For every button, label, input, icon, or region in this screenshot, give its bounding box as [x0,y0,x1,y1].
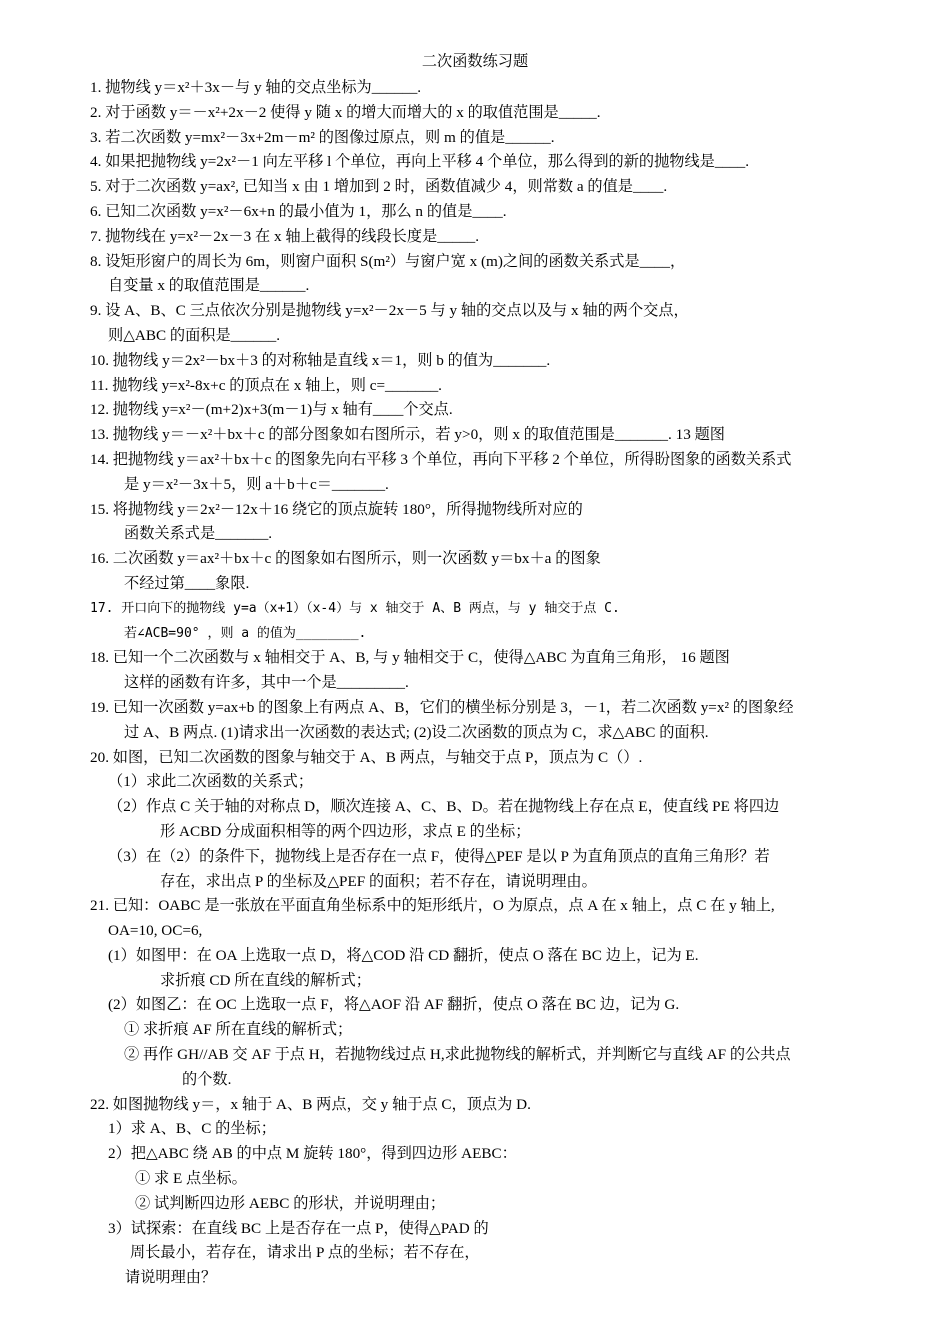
text-line: 则△ABC 的面积是______. [108,326,281,344]
document-title: 二次函数练习题 [421,53,529,70]
text-line: 2）把△ABC 绕 AB 的中点 M 旋转 180°，得到四边形 AEBC： [108,1145,517,1163]
text-line: 自变量 x 的取值范围是______. [108,277,310,295]
text-line: 17. 开口向下的抛物线 y=a（x+1）（x-4）与 x 轴交于 A、B 两点，与 y 轴交于点 C. [90,600,620,616]
text-line: 12. 抛物线 y=x²－(m+2)x+3(m－1)与 x 轴有____个交点. [90,401,453,419]
text-line: ② 再作 GH//AB 交 AF 于点 H，若抛物线过点 H,求此抛物线的解析式，并判断它与直线 AF 的公共点 [124,1046,791,1064]
text-line: 7. 抛物线在 y=x²－2x－3 在 x 轴上截得的线段长度是_____. [90,227,480,245]
text-line: 形 ACBD 分成面积相等的两个四边形，求点 E 的坐标； [160,822,531,840]
text-line: 19. 已知一次函数 y=ax+b 的图象上有两点 A、B，它们的横坐标分别是 3，－1，若二次函数 y=x² 的图象经 [90,698,794,716]
text-line: 15. 将抛物线 y＝2x²－12x＋16 绕它的顶点旋转 180°，所得抛物线所对应的 [90,500,583,518]
text-line: 22. 如图抛物线 y＝，x 轴于 A、B 两点，交 y 轴于点 C，顶点为 D. [90,1095,531,1113]
text-line: 求折痕 CD 所在直线的解析式； [160,971,371,989]
text-line: 2. 对于函数 y＝－x²+2x－2 使得 y 随 x 的增大而增大的 x 的取值范围是_____. [90,103,601,121]
text-line: 5. 对于二次函数 y=ax², 已知当 x 由 1 增加到 2 时，函数值减少 4，则常数 a 的值是____. [90,178,668,196]
text-line: 3）试探索：在直线 BC 上是否存在一点 P，使得△PAD 的 [108,1219,489,1237]
text-line: 9. 设 A、B、C 三点依次分别是抛物线 y=x²－2x－5 与 y 轴的交点以及与 x 轴的两个交点， [90,302,689,320]
text-line: OA=10, OC=6, [108,922,203,940]
text-line: 18. 已知一个二次函数与 x 轴相交于 A、B, 与 y 轴相交于 C，使得△ABC 为直角三角形， 16 题图 [90,649,730,667]
text-line: ① 求 E 点坐标。 [135,1170,247,1188]
text-line: 13. 抛物线 y＝－x²＋bx＋c 的部分图象如右图所示，若 y>0，则 x 的取值范围是_______. 13 题图 [90,426,725,444]
text-line: 存在，求出点 P 的坐标及△PEF 的面积；若不存在，请说明理由。 [160,872,597,890]
text-line: （3）在（2）的条件下，抛物线上是否存在一点 F，使得△PEF 是以 P 为直角顶点的直角三角形？若 [108,847,770,865]
text-line: (1）如图甲：在 OA 上选取一点 D，将△COD 沿 CD 翻折，使点 O 落在 BC 边上，记为 E. [108,946,699,964]
text-line: 若∠ACB=90° ，则 a 的值为________. [124,625,367,641]
text-line: ① 求折痕 AF 所在直线的解析式； [124,1021,353,1039]
text-line: 21. 已知：OABC 是一张放在平面直角坐标系中的矩形纸片，O 为原点，点 A 在 x 轴上，点 C 在 y 轴上, [90,897,775,915]
question-list [0,76,950,1291]
text-line: 1. 抛物线 y＝x²＋3x－与 y 轴的交点坐标为______. [90,79,422,96]
text-line: 14. 把抛物线 y＝ax²＋bx＋c 的图象先向右平移 3 个单位，再向下平移 2 个单位，所得盼图象的函数关系式 [90,450,792,468]
text-line: 3. 若二次函数 y=mx²－3x+2m－m² 的图像过原点，则 m 的值是______. [90,128,555,146]
text-line: 6. 已知二次函数 y=x²－6x+n 的最小值为 1，那么 n 的值是____. [90,202,507,220]
text-line: 11. 抛物线 y=x²-8x+c 的顶点在 x 轴上，则 c=_______. [90,376,442,394]
text-line: 1）求 A、B、C 的坐标； [108,1120,276,1138]
text-line: （1）求此二次函数的关系式； [108,773,314,791]
text-line: 4. 如果把抛物线 y=2x²－1 向左平移 l 个单位，再向上平移 4 个单位，那么得到的新的抛物线是____. [90,153,750,171]
text-line: (2）如图乙：在 OC 上选取一点 F，将△AOF 沿 AF 翻折，使点 O 落在 BC 边，记为 G. [108,996,680,1014]
text-line: 这样的函数有许多，其中一个是_________. [124,674,409,692]
text-line: 函数关系式是_______. [124,525,273,543]
text-line: 8. 设矩形窗户的周长为 6m，则窗户面积 S(m²）与窗户宽 x (m)之间的函数关系式是____， [90,252,686,270]
text-line: （2）作点 C 关于轴的对称点 D，顺次连接 A、C、B、D。若在抛物线上存在点 E，使直线 PE 将四边 [108,798,780,816]
text-line: 周长最小，若存在，请求出 P 点的坐标；若不存在， [130,1244,480,1262]
text-line: 过 A、B 两点. (1)请求出一次函数的表达式; (2)设二次函数的顶点为 C，求△ABC 的面积. [124,723,709,741]
text-line: 不经过第____象限. [124,574,250,592]
text-line: 20. 如图，已知二次函数的图象与轴交于 A、B 两点，与轴交于点 P，顶点为 C（）. [90,748,643,766]
text-line: 是 y＝x²－3x＋5，则 a＋b＋c＝_______. [124,475,389,493]
text-line: 10. 抛物线 y＝2x²－bx＋3 的对称轴是直线 x＝1，则 b 的值为_______. [90,351,551,369]
text-line: 16. 二次函数 y＝ax²＋bx＋c 的图象如右图所示，则一次函数 y＝bx＋a 的图象 [90,550,601,568]
text-line: ② 试判断四边形 AEBC 的形状，并说明理由； [135,1194,446,1212]
text-line: 请说明理由？ [125,1269,217,1287]
text-line: 的个数. [182,1070,232,1088]
